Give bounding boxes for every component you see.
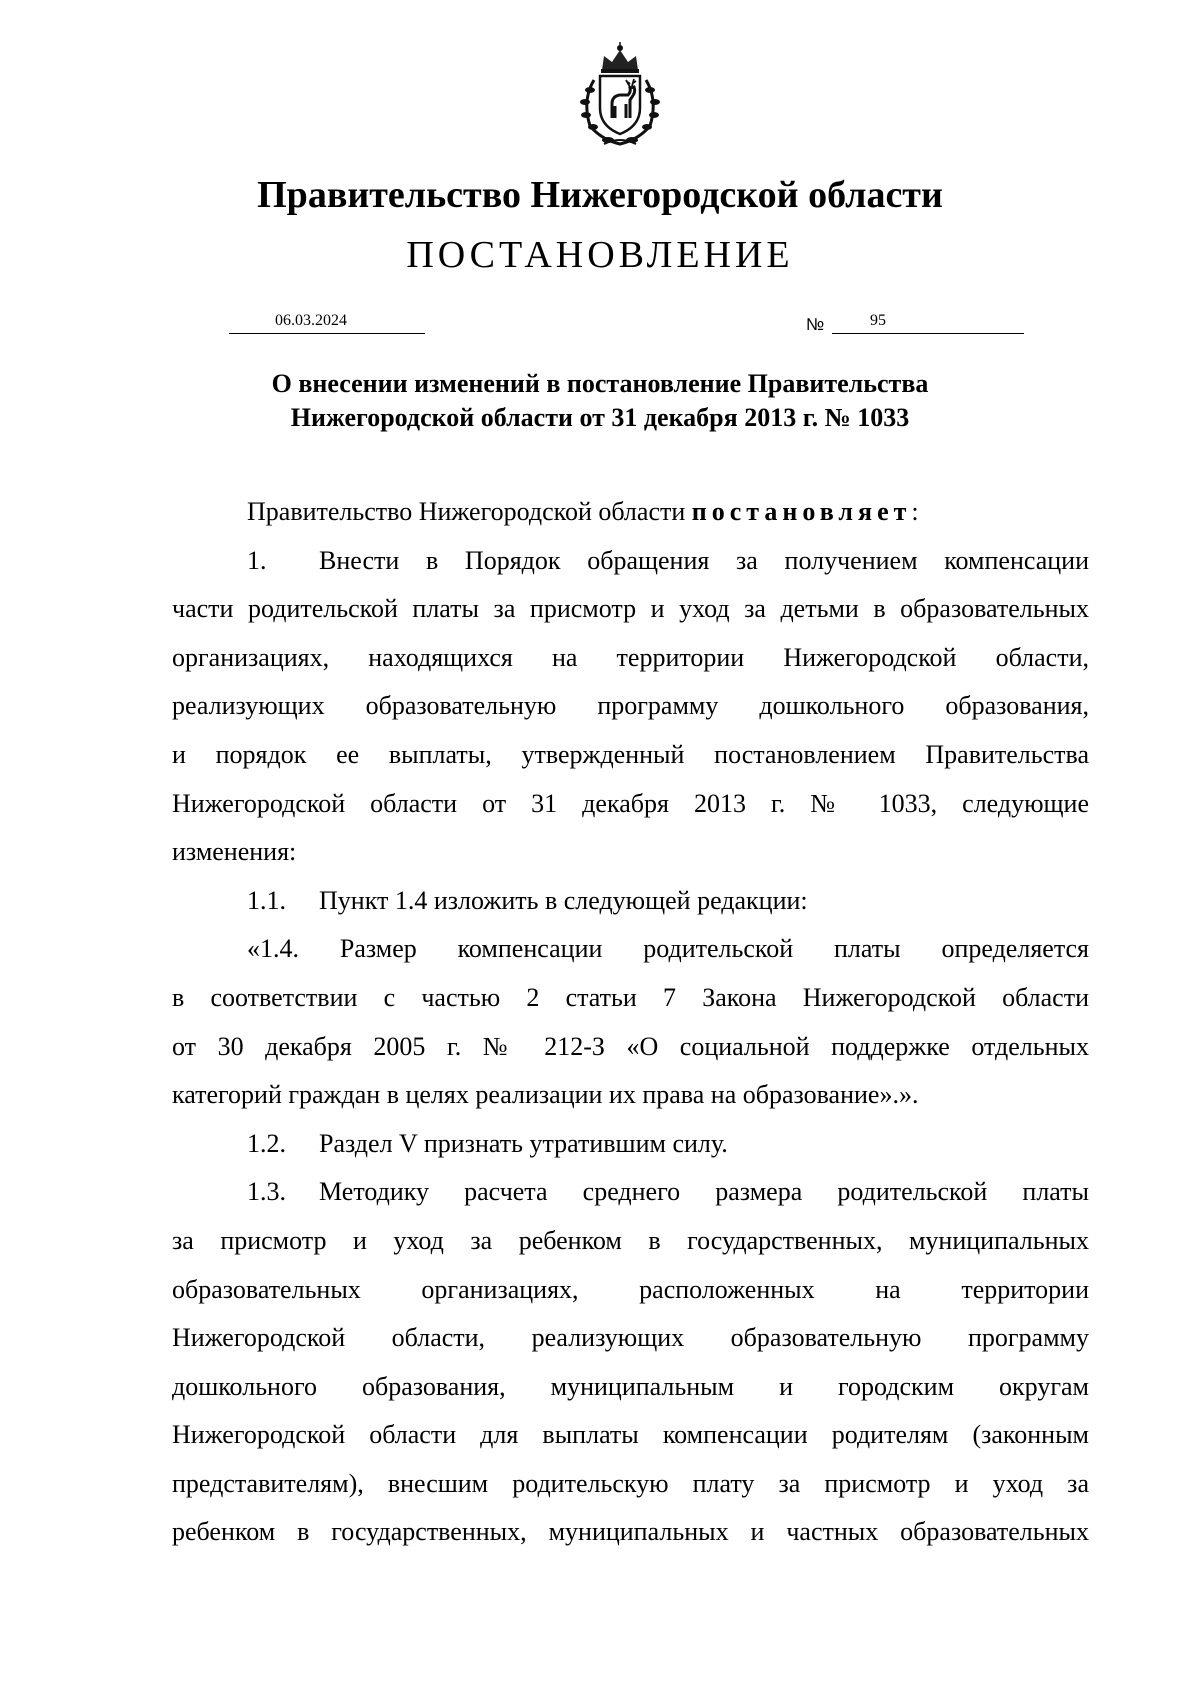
- quote-line: от 30 декабря 2005 г. № 212-З «О социальной поддержке отдельных: [172, 1031, 1089, 1061]
- paragraph-1-3-line: дошкольного образования, муниципальным и городским округам: [172, 1371, 1089, 1401]
- paragraph-1-1-number: 1.1.: [247, 885, 286, 915]
- intro-decree-word: постановляет: [691, 497, 912, 526]
- paragraph-1-line: и порядок ее выплаты, утвержденный постановлением Правительства: [172, 739, 1089, 769]
- quote-line: категорий граждан в целях реализации их права на образование».».: [172, 1080, 919, 1110]
- document-date-field: [229, 311, 425, 334]
- paragraph-1-3-number: 1.3.: [247, 1177, 286, 1207]
- document-number-field: [832, 311, 1024, 334]
- quote-line: в соответствии с частью 2 статьи 7 Закона Нижегородской области: [172, 982, 1089, 1012]
- paragraph-1-1: [172, 877, 1089, 926]
- paragraph-1-3-line: представителям), внесшим родительскую плату за присмотр и уход за: [172, 1468, 1089, 1498]
- quote-line: «1.4. Размер компенсации родительской платы определяется: [247, 934, 1089, 964]
- paragraph-1-line: Нижегородской области от 31 декабря 2013 г. № 1033, следующие: [172, 788, 1089, 818]
- intro-paragraph: [172, 488, 1089, 537]
- document-type-title: ПОСТАНОВЛЕНИЕ: [406, 234, 794, 276]
- paragraph-1-line: изменения:: [172, 837, 297, 867]
- paragraph-1-line: реализующих образовательную программу дошкольного образования,: [172, 691, 1089, 721]
- paragraph-1-3-line: Нижегородской области для выплаты компенсации родителям (законным: [172, 1420, 1089, 1450]
- paragraph-1-line: части родительской платы за присмотр и уход за детьми в образовательных: [172, 594, 1089, 624]
- document-body: [172, 488, 1089, 1557]
- coat-of-arms-emblem: [568, 40, 673, 150]
- subject-line-2: Нижегородской области от 31 декабря 2013 г. № 1033: [290, 403, 910, 432]
- paragraph-1-3-line-1: 1.3. Методику расчета среднего размера родительской платы: [172, 1168, 1089, 1217]
- paragraph-1-line: организациях, находящихся на территории Нижегородской области,: [172, 642, 1089, 672]
- paragraph-1-number: 1.: [247, 545, 267, 575]
- document-date: 06.03.2024: [275, 312, 347, 329]
- document-number: 95: [870, 312, 886, 329]
- paragraph-1-2-text: Раздел V признать утратившим силу.: [319, 1128, 728, 1158]
- subject-line-1: О внесении изменений в постановление Правительства: [271, 369, 929, 398]
- paragraph-1-3-line: образовательных организациях, расположенных на территории: [172, 1274, 1089, 1304]
- number-sign: №: [806, 315, 825, 334]
- paragraph-1-3-line: ребенком в государственных, муниципальных и частных образовательных: [172, 1517, 1089, 1547]
- government-title: Правительство Нижегородской области: [257, 174, 943, 216]
- paragraph-1-2: [172, 1120, 1089, 1169]
- paragraph-1-1-text: Пункт 1.4 изложить в следующей редакции:: [319, 885, 808, 915]
- intro-suffix: :: [911, 497, 919, 526]
- intro-prefix: Правительство Нижегородской области: [247, 497, 692, 526]
- document-subject-heading: [0, 367, 1200, 435]
- paragraph-1-line-1: 1. Внести в Порядок обращения за получением компенсации: [172, 537, 1089, 586]
- paragraph-1-3-line: Нижегородской области, реализующих образовательную программу: [172, 1323, 1089, 1353]
- paragraph-1-3-line: за присмотр и уход за ребенком в государственных, муниципальных: [172, 1225, 1089, 1255]
- paragraph-1-2-number: 1.2.: [247, 1128, 286, 1158]
